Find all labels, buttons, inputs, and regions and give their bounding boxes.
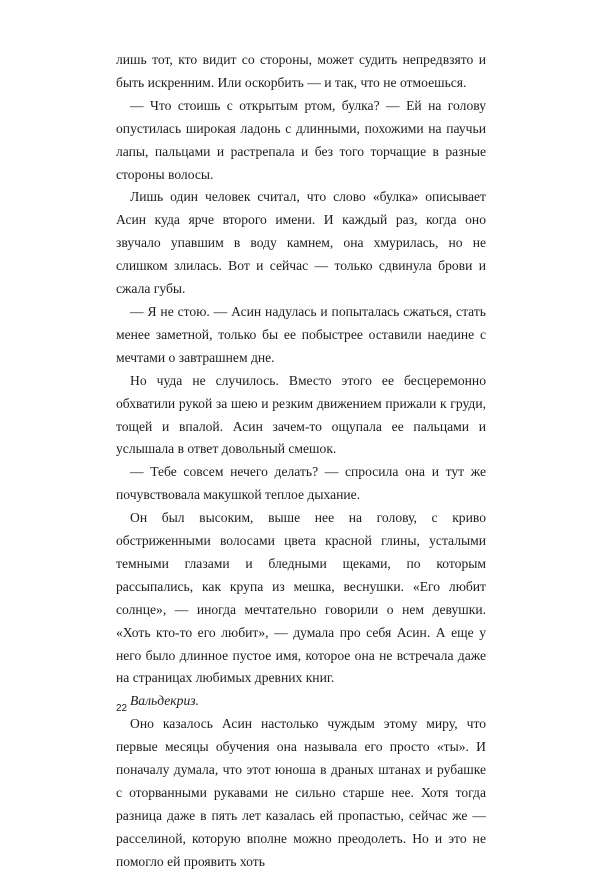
paragraph-1: лишь тот, кто видит со стороны, может судить непредвзято и быть искренним. Или оскорбить — и так, что не отмоешься. — [116, 52, 486, 90]
paragraph-3: Лишь один человек считал, что слово «булка» описывает Асин куда ярче второго имени. И каждый раз, когда оно звучало упавшим в воду камнем, она хмурилась, но не слишком злилась. Вот и сейчас — только сдвинула брови и сжала губы. — [116, 189, 486, 297]
paragraph-5: Но чуда не случилось. Вместо этого ее бесцеремонно обхватили рукой за шею и резким движением прижали к груди, тощей и впалой. Асин зачем-то ощупала ее пальцами и услышала в ответ довольный смешок. — [116, 372, 486, 457]
paragraph-7: Он был высоким, выше нее на голову, с криво обстриженными волосами цвета красной глины, усталыми темными глазами и бледными щеками, по которым рассыпались, как крупа из мешка, веснушки. «Его любит солнце», — иногда мечтательно говорили о нем девушки. «Хоть кто-то его любит», — думала про себя Асин. А еще у него было длинное пустое имя, которое она не встречала даже на страницах любимых древних книг. — [116, 510, 486, 686]
paragraph-4: — Я не стою. — Асин надулась и попыталась сжаться, стать менее заметной, только бы ее побыстрее оставили наедине с мечтами о завтрашнем дне. — [116, 303, 486, 365]
paragraph-6: — Тебе совсем нечего делать? — спросила она и тут же почувствовала макушкой теплое дыхание. — [116, 464, 486, 503]
page-number: 22 — [116, 703, 128, 714]
paragraph-8-name: Вальдекриз. — [130, 693, 199, 709]
paragraph-9: Оно казалось Асин настолько чуждым этому миру, что первые месяцы обучения она называла его просто «ты». И поначалу думала, что этот юноша в драных штанах и рубашке с оторванными рукавами не сильно старше нее. Хотя тогда разница даже в пять лет казалась ей пропастью, сейчас же — расселиной, которую вполне можно преодолеть. Но и это не помогло ей проявить хоть — [116, 716, 486, 869]
paragraph-2: — Что стоишь с открытым ртом, булка? — Ей на голову опустилась широкая ладонь с длинными, похожими на паучьи лапы, пальцами и растрепала и без того торчащие в разные стороны волосы. — [116, 97, 486, 182]
